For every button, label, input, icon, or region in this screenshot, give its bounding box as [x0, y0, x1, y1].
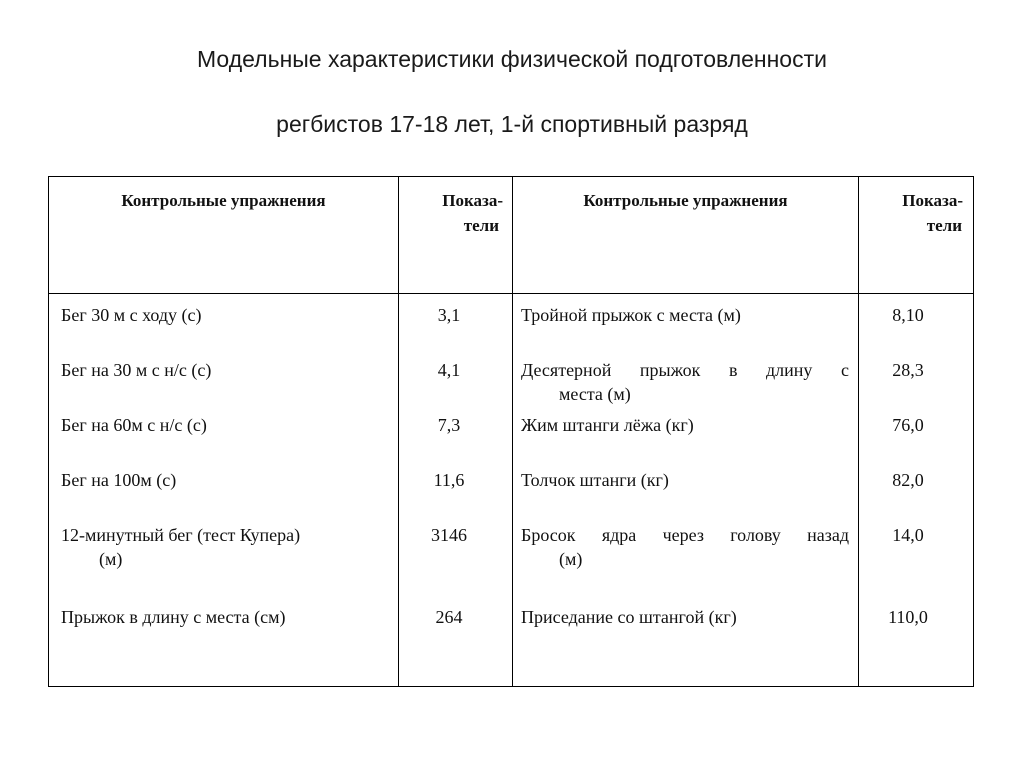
exercise-name	[521, 523, 849, 571]
exercise-value: 264	[435, 607, 463, 627]
exercise-name: Бег на 60м с н/с (с)	[61, 415, 207, 435]
exercise-value: 4,1	[437, 360, 461, 380]
exercise-name: Приседание со штангой (кг)	[521, 607, 737, 627]
exercise-name: Жим штанги лёжа (кг)	[521, 415, 694, 435]
header-values-right-line1: Показа-	[902, 191, 963, 210]
exercise-name: Толчок штанги (кг)	[521, 470, 669, 490]
header-values-left-line2: тели	[463, 216, 499, 235]
exercise-value: 7,3	[437, 415, 461, 435]
exercise-name: Прыжок в длину с места (см)	[61, 607, 286, 627]
exercise-name: Бег 30 м с ходу (с)	[61, 305, 202, 325]
exercise-name-line2: (м)	[559, 549, 583, 569]
exercise-value: 3146	[431, 525, 467, 545]
exercise-value: 28,3	[892, 360, 924, 380]
page-title-line1: Модельные характеристики физической подготовленности	[197, 46, 827, 72]
exercise-name	[521, 358, 849, 406]
exercise-name-line2: (м)	[99, 549, 123, 569]
exercise-name-line2: места (м)	[559, 384, 631, 404]
exercise-name	[61, 523, 381, 571]
exercise-value: 110,0	[888, 607, 928, 627]
exercise-value: 82,0	[892, 470, 924, 490]
header-values-left-line1: Показа-	[442, 191, 503, 210]
exercise-name: Тройной прыжок с места (м)	[521, 305, 741, 325]
header-exercises-right: Контрольные упражнения	[583, 191, 788, 210]
fitness-table	[48, 176, 974, 687]
exercise-name: Бег на 100м (с)	[61, 470, 177, 490]
header-divider	[49, 293, 973, 294]
header-values-right-line2: тели	[926, 216, 962, 235]
header-exercises-left: Контрольные упражнения	[121, 191, 326, 210]
exercise-value: 3,1	[437, 305, 461, 325]
page-title-line2: регбистов 17-18 лет, 1-й спортивный разряд	[276, 111, 748, 137]
exercise-name-line1: 12-минутный бег (тест Купера)	[61, 525, 301, 545]
exercise-value: 8,10	[892, 305, 924, 325]
exercise-value: 76,0	[892, 415, 924, 435]
exercise-name-line1: Десятерной прыжок в длину с	[521, 360, 849, 380]
column-divider	[512, 177, 513, 686]
exercise-value: 14,0	[892, 525, 924, 545]
exercise-name-line1: Бросок ядра через голову назад	[521, 525, 849, 545]
exercise-value: 11,6	[433, 470, 465, 490]
exercise-name: Бег на 30 м с н/с (с)	[61, 360, 212, 380]
